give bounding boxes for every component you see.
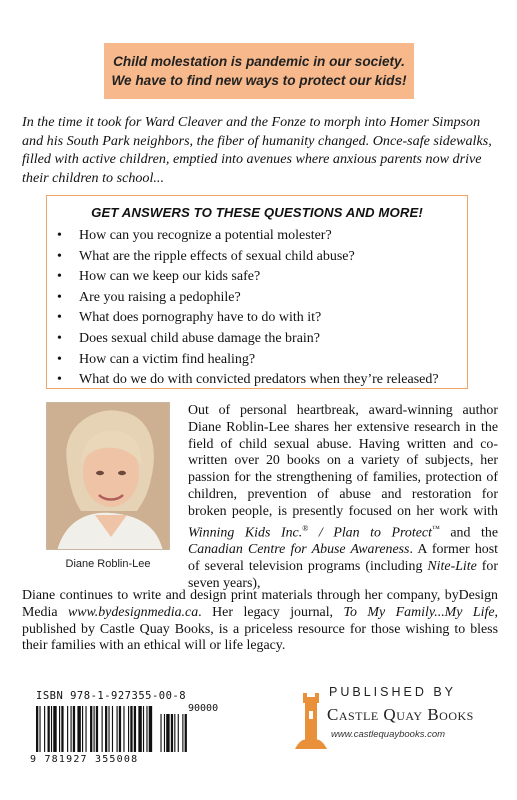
barcode-digits: 9 781927 355008 xyxy=(30,754,139,765)
bullet-icon: • xyxy=(57,269,62,285)
bullet-icon: • xyxy=(57,330,62,346)
isbn-barcode-block xyxy=(20,690,219,776)
author-caption: Diane Roblin-Lee xyxy=(65,558,151,570)
barcode-icon xyxy=(36,706,226,754)
bullet-icon: • xyxy=(57,289,62,305)
author-bio-continued: Diane continues to write and design print materials through her company, byDesign Media www.bydesignmedia.ca. Her legacy journal, To My Family...My Life, published by Castle Quay Books, is a priceless resource for those wishing to bless their families with an ethical will or life legacy. xyxy=(22,588,498,654)
list-item: • How can we keep our kids safe? xyxy=(57,267,439,288)
list-item: • How can a victim find healing? xyxy=(57,350,439,371)
author-photo xyxy=(46,402,170,550)
list-item: • Does sexual child abuse damage the brain? xyxy=(57,329,439,350)
questions-list xyxy=(57,226,439,391)
headline-banner xyxy=(104,43,414,99)
bullet-icon: • xyxy=(57,372,62,388)
publisher-logo xyxy=(295,685,500,755)
list-item: • What are the ripple effects of sexual child abuse? xyxy=(57,247,439,268)
questions-box xyxy=(46,195,468,389)
published-by-label: PUBLISHED BY xyxy=(329,685,457,699)
castle-icon xyxy=(295,691,327,751)
publisher-name: Castle Quay Books xyxy=(327,705,474,724)
list-item: • What does pornography have to do with it? xyxy=(57,308,439,329)
bullet-icon: • xyxy=(57,248,62,264)
headline-line-1: Child molestation is pandemic in our society. xyxy=(113,54,405,69)
author-bio: Out of personal heartbreak, award-winning author Diane Roblin-Lee shares her extensive research in the field of child sexual abuse. Having written and co-written over 20 books on a variety of subjects, her passion for the strengthening of families, protection of children, prevention of abuse and restoration for broken people, is presently focused on her work with Winning Kids Inc.® / Plan to Protect™ and the Canadian Centre for Abuse Awareness. A former host of several television programs (including Nite-Lite for seven years), xyxy=(188,403,498,591)
publisher-url: www.castlequaybooks.com xyxy=(331,729,446,740)
headline-line-2: We have to find new ways to protect our kids! xyxy=(111,73,407,88)
questions-title: GET ANSWERS TO THESE QUESTIONS AND MORE! xyxy=(91,205,423,220)
bullet-icon: • xyxy=(57,310,62,326)
list-item: • How can you recognize a potential molester? xyxy=(57,226,439,247)
intro-paragraph: In the time it took for Ward Cleaver and the Fonze to morph into Homer Simpson and his South Park neighbors, the fiber of humanity changed. Once-safe sidewalks, filled with active children, emptied into avenues where anxious parents now drive their children to school... xyxy=(22,114,492,186)
list-item: • What do we do with convicted predators when they’re released? xyxy=(57,370,439,391)
bullet-icon: • xyxy=(57,351,62,367)
list-item: • Are you raising a pedophile? xyxy=(57,288,439,309)
price-code: 90000 xyxy=(188,703,219,714)
isbn-label: ISBN 978-1-927355-00-8 xyxy=(36,690,187,702)
bullet-icon: • xyxy=(57,228,62,243)
